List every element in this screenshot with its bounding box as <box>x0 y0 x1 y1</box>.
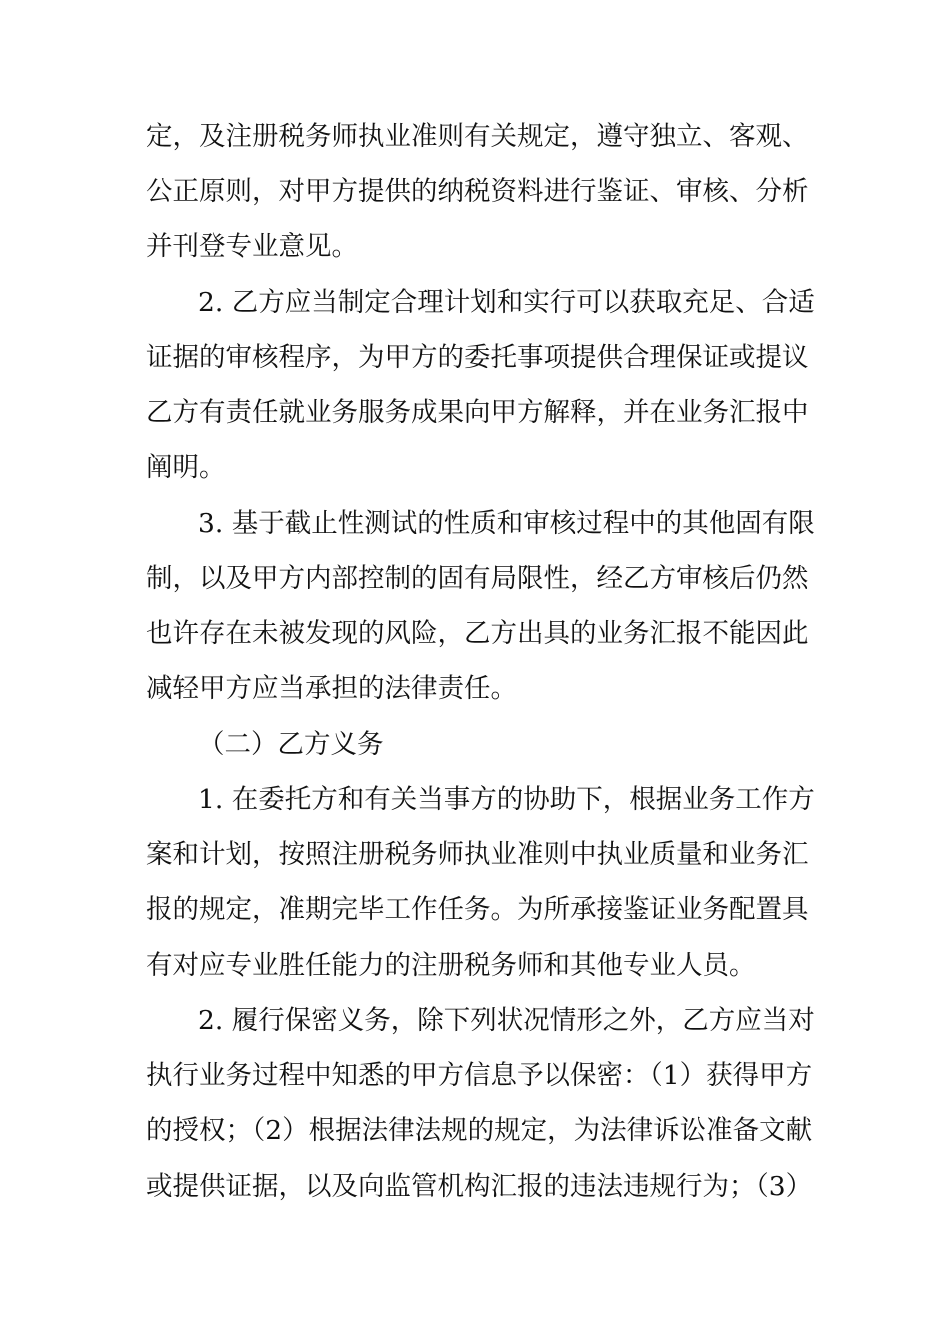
text-line: 执行业务过程中知悉的甲方信息予以保密：（1）获得甲方 <box>146 1060 813 1091</box>
text-line: 案和计划，按照注册税务师执业准则中执业质量和业务汇 <box>146 839 809 870</box>
text-line: 乙方有责任就业务服务成果向甲方解释，并在业务汇报中 <box>146 397 809 428</box>
section-heading: （二）乙方义务 <box>198 729 384 760</box>
text-line: 或提供证据，以及向监管机构汇报的违法违规行为；（3） <box>146 1171 813 1202</box>
text-line: 阐明。 <box>146 452 226 483</box>
text-line: 公正原则，对甲方提供的纳税资料进行鉴证、审核、分析 <box>146 176 809 207</box>
text-line: 并刊登专业意见。 <box>146 231 358 262</box>
text-line: 减轻甲方应当承担的法律责任。 <box>146 673 517 704</box>
text-line: 报的规定，准期完毕工作任务。为所承接鉴证业务配置具 <box>146 894 809 925</box>
text-line: 证据的审核程序，为甲方的委托事项提供合理保证或提议 <box>146 342 809 373</box>
text-line: 3. 基于截止性测试的性质和审核过程中的其他固有限 <box>198 508 815 539</box>
text-line: 2. 履行保密义务，除下列状况情形之外，乙方应当对 <box>198 1005 815 1036</box>
text-line: 2. 乙方应当制定合理计划和实行可以获取充足、合适 <box>198 287 815 318</box>
text-line: 有对应专业胜任能力的注册税务师和其他专业人员。 <box>146 950 756 981</box>
text-line: 1. 在委托方和有关当事方的协助下，根据业务工作方 <box>198 784 815 815</box>
text-line: 定，及注册税务师执业准则有关规定，遵守独立、客观、 <box>146 121 809 152</box>
text-line: 制，以及甲方内部控制的固有局限性，经乙方审核后仍然 <box>146 563 809 594</box>
text-line: 也许存在未被发现的风险，乙方出具的业务汇报不能因此 <box>146 618 809 649</box>
text-line: 的授权；（2）根据法律法规的规定，为法律诉讼准备文献 <box>146 1115 813 1146</box>
